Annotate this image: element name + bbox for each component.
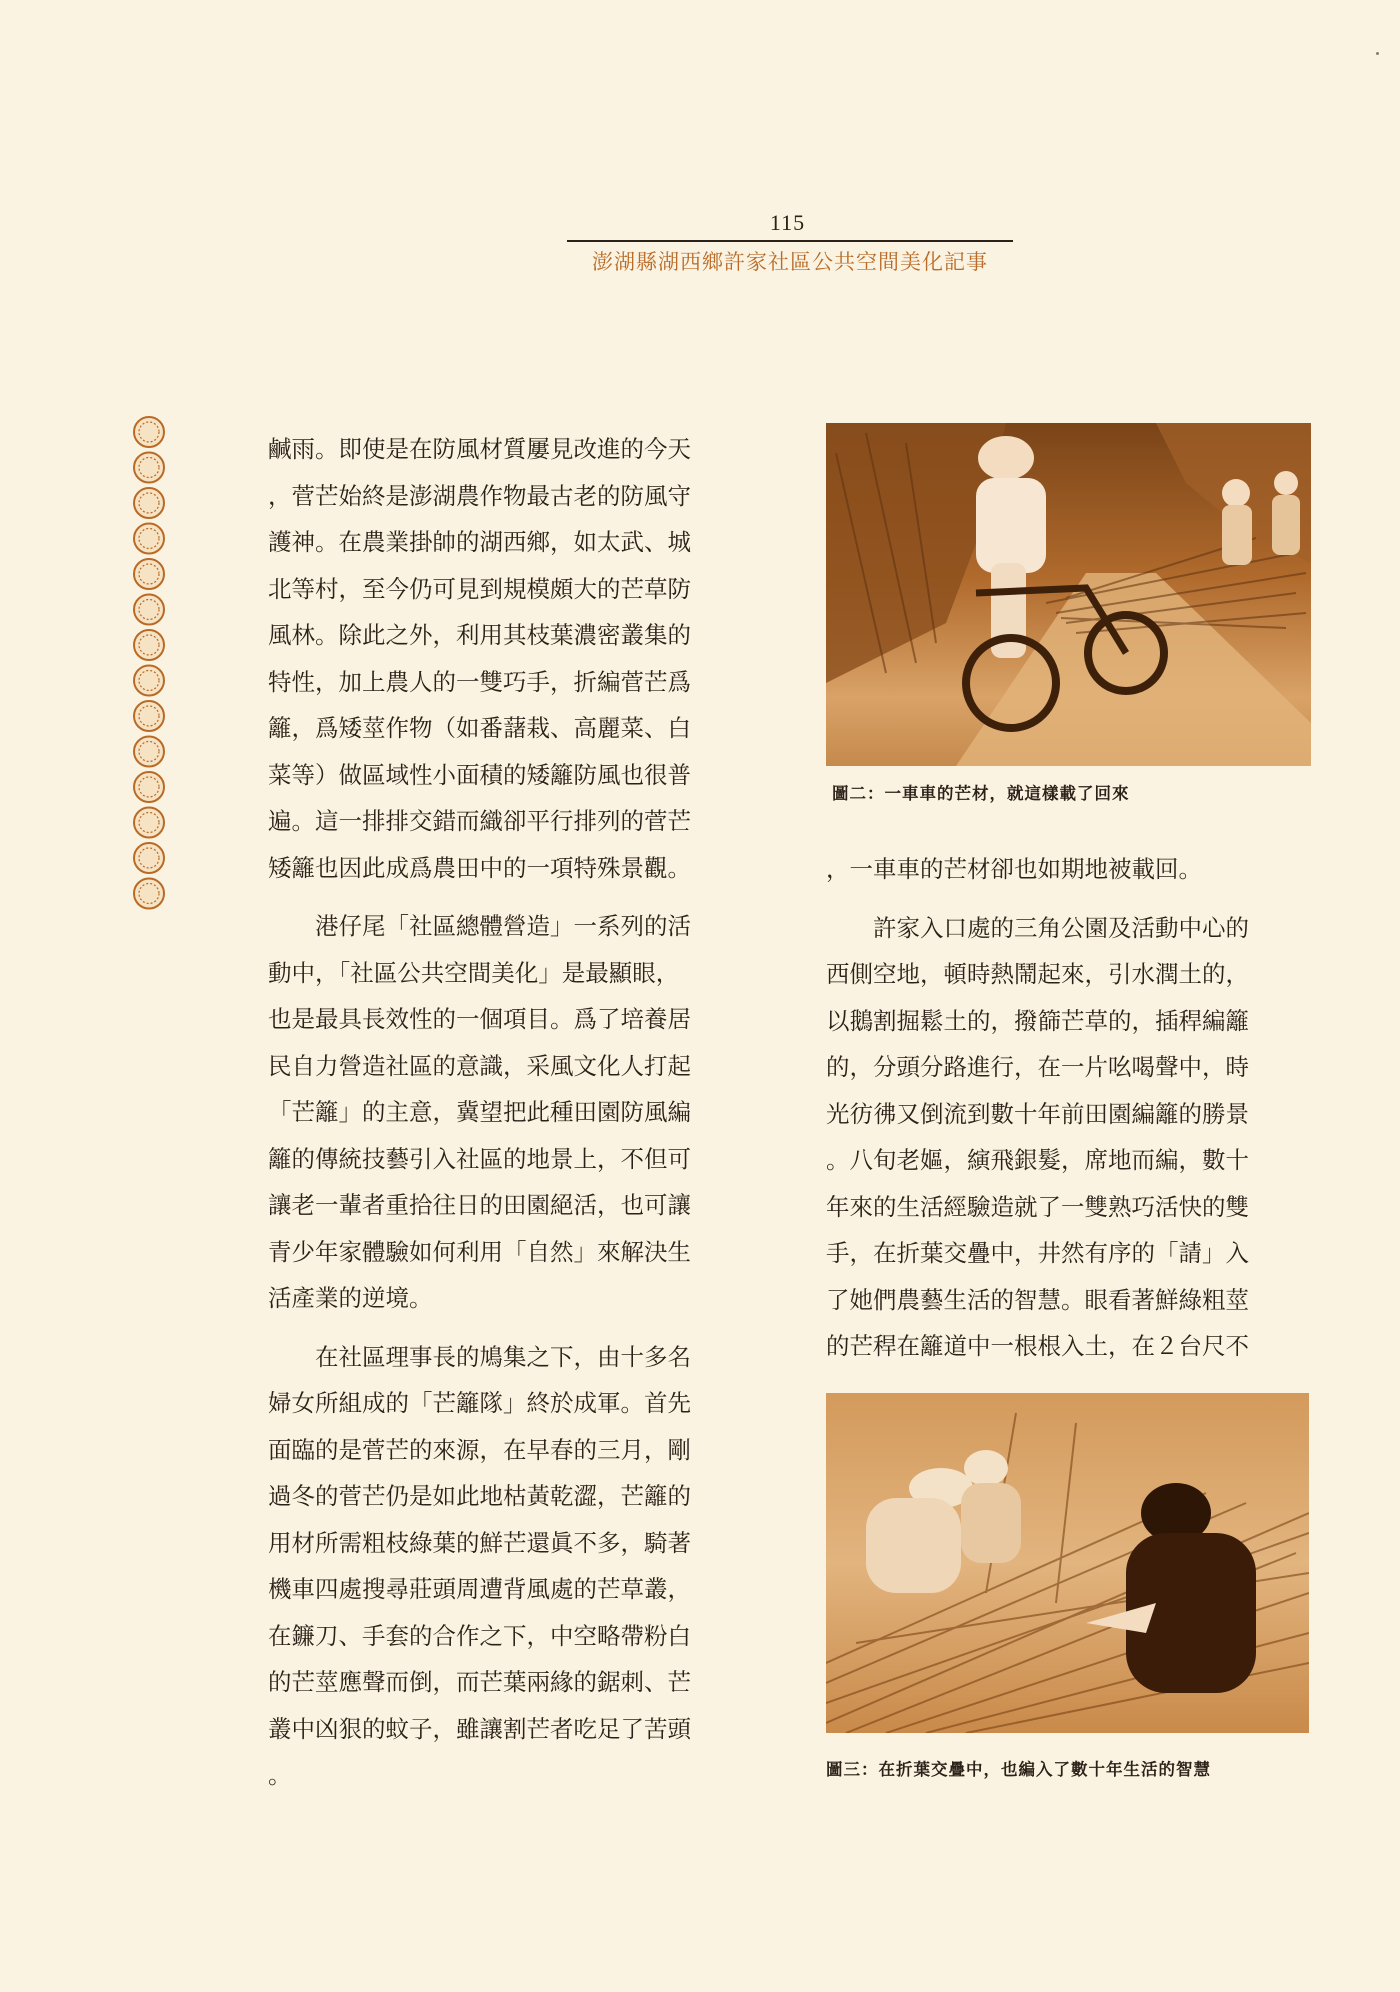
running-header-title: 澎湖縣湖西鄉許家社區公共空間美化記事: [592, 250, 988, 274]
body-text-line: 了她們農藝生活的智慧。眼看著鮮綠粗莖: [826, 1285, 1249, 1314]
body-text-line: 婦女所組成的「芒籬隊」終於成軍。首先: [268, 1389, 691, 1417]
body-text-line: 過冬的菅芒仍是如此地枯黃乾澀，芒籬的: [268, 1482, 691, 1510]
body-text-line: 動中，「社區公共空間美化」是最顯眼，: [268, 958, 680, 987]
header-rule: [567, 240, 1013, 242]
body-text-line: 西側空地，頓時熱鬧起來，引水潤土的，: [826, 960, 1249, 988]
body-text-line: 鹹雨。即使是在防風材質屢見改進的今天: [268, 435, 691, 463]
body-text-line: 在社區理事長的鳩集之下，由十多名: [268, 1342, 691, 1371]
body-text-line: 的芒莖應聲而倒，而芒葉兩緣的鋸刺、芒: [268, 1668, 691, 1696]
left-text-column: [268, 426, 738, 1799]
body-text-line: 的芒稈在籬道中一根根入土，在２台尺不: [826, 1332, 1249, 1360]
figure-3-caption: 圖三：在折葉交疊中，也編入了數十年生活的智慧: [826, 1760, 1211, 1779]
body-text-line: 民自力營造社區的意識，采風文化人打起: [268, 1051, 691, 1080]
body-text-line: 的，分頭分路進行，在一片吆喝聲中，時: [826, 1053, 1249, 1081]
figure-2-photo: [826, 423, 1311, 766]
body-text-line: 港仔尾「社區總體營造」一系列的活: [268, 912, 691, 940]
body-text-line: 護神。在農業掛帥的湖西鄉，如太武、城: [268, 528, 691, 556]
body-text-line: 在鐮刀、手套的合作之下，中空略帶粉白: [268, 1621, 691, 1650]
body-text-line: 特性，加上農人的一雙巧手，折編菅芒爲: [268, 667, 691, 696]
side-ornament-seals: [131, 415, 167, 910]
figure-3-photo: [826, 1393, 1309, 1733]
body-text-line: 用材所需粗枝綠葉的鮮芒還眞不多，騎著: [268, 1528, 691, 1557]
body-text-line: 遍。這一排排交錯而織卻平行排列的菅芒: [268, 807, 691, 835]
body-text-line: 許家入口處的三角公園及活動中心的: [826, 913, 1249, 942]
figure-2-caption: 圖二：一車車的芒材，就這樣載了回來: [832, 784, 1130, 803]
dot-mark: [1376, 52, 1379, 55]
body-text-line: 年來的生活經驗造就了一雙熟巧活快的雙: [826, 1192, 1249, 1221]
body-text-line: 青少年家體驗如何利用「自然」來解決生: [268, 1237, 691, 1266]
right-text-column: [826, 846, 1306, 1370]
body-text-line: 矮籬也因此成爲農田中的一項特殊景觀。: [268, 853, 691, 882]
body-text-line: ，菅芒始終是澎湖農作物最古老的防風守: [268, 481, 691, 510]
body-text-line: 光彷彿又倒流到數十年前田園編籬的勝景: [826, 1099, 1249, 1128]
body-text-line: 手，在折葉交疊中，井然有序的「請」入: [826, 1239, 1249, 1267]
body-text-line: 。: [268, 1761, 292, 1789]
body-text-line: ，一車車的芒材卻也如期地被載回。: [826, 855, 1202, 883]
body-text-line: 籬的傳統技藝引入社區的地景上，不但可: [268, 1144, 691, 1173]
body-text-line: 籬，爲矮莖作物（如番藷栽、高麗菜、白: [268, 714, 691, 742]
body-text-line: 風林。除此之外，利用其枝葉濃密叢集的: [268, 621, 691, 649]
side-ornament-column: [131, 415, 167, 910]
body-text-line: 叢中凶狠的蚊子，雖讓割芒者吃足了苦頭: [268, 1714, 691, 1743]
body-text-line: 讓老一輩者重拾往日的田園絕活，也可讓: [268, 1191, 691, 1219]
body-text-line: 也是最具長效性的一個項目。爲了培養居: [268, 1005, 691, 1033]
body-text-line: 北等村，至今仍可見到規模頗大的芒草防: [268, 574, 691, 603]
body-text-line: 以鵝割掘鬆土的，撥篩芒草的，插稈編籬: [826, 1006, 1249, 1035]
body-text-line: 菜等）做區域性小面積的矮籬防風也很普: [268, 760, 691, 789]
body-text-line: 面臨的是菅芒的來源，在早春的三月，剛: [268, 1435, 691, 1464]
body-text-line: 機車四處搜尋莊頭周遭背風處的芒草叢，: [268, 1575, 691, 1603]
page-number: 115: [769, 210, 806, 235]
body-text-line: 活產業的逆境。: [268, 1284, 433, 1312]
body-text-line: 。八旬老嫗，縯飛銀髮，席地而編，數十: [826, 1146, 1249, 1174]
body-text-line: 「芒籬」的主意，冀望把此種田園防風編: [268, 1098, 691, 1126]
